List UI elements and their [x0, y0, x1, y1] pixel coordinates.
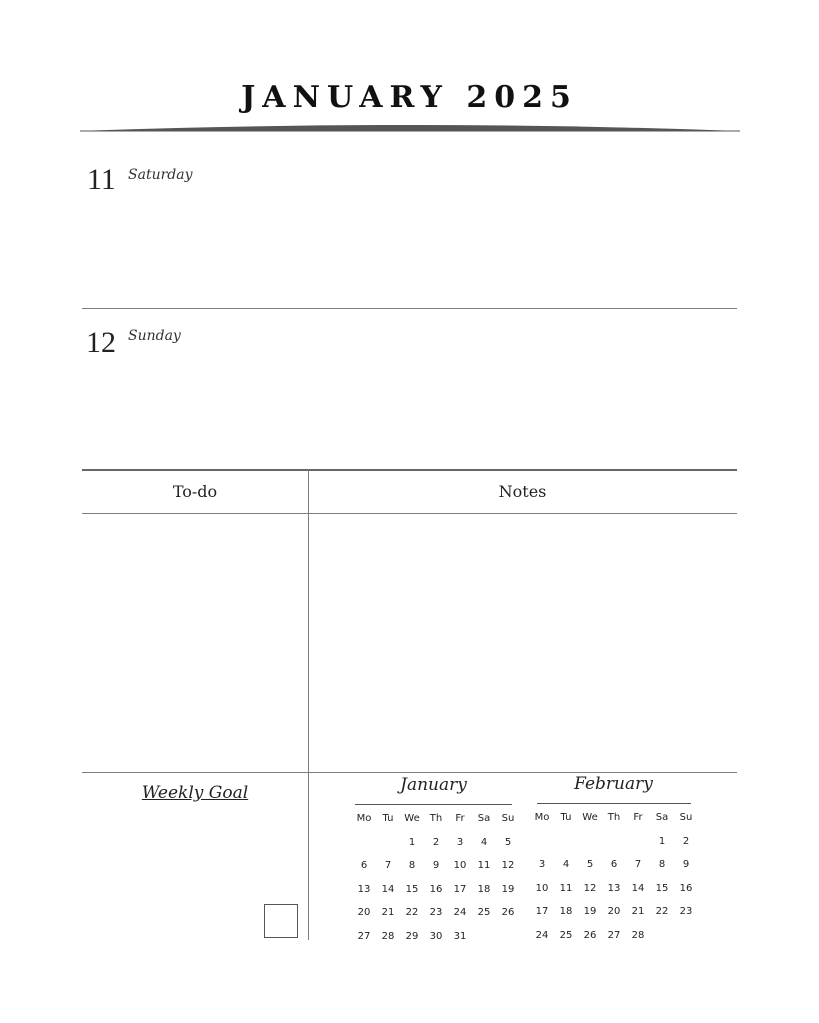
calendar-date: 28 — [631, 929, 645, 941]
calendar-date: 6 — [360, 860, 368, 871]
weekday-label: Tu — [560, 812, 572, 823]
calendar-date: 9 — [432, 860, 440, 871]
calendar-date: 15 — [405, 883, 419, 895]
mini-calendar-rule — [355, 804, 512, 805]
calendar-date: 20 — [357, 907, 371, 918]
calendar-date: 8 — [658, 859, 666, 870]
calendar-date: 22 — [655, 906, 669, 917]
calendar-date: 3 — [538, 859, 546, 870]
calendar-date: 13 — [607, 882, 621, 894]
day-number: 11 — [87, 163, 116, 196]
calendar-date: 20 — [607, 906, 621, 917]
calendar-date: 26 — [583, 929, 597, 941]
mini-calendar-january — [352, 807, 520, 948]
calendar-date: 15 — [655, 882, 669, 894]
weekday-label: Th — [429, 813, 443, 824]
weekly-goal-checkbox[interactable] — [264, 904, 298, 938]
calendar-empty-cell — [352, 831, 376, 855]
calendar-date: 23 — [679, 906, 693, 917]
calendar-date: 24 — [535, 929, 549, 941]
calendar-date: 21 — [381, 907, 395, 918]
weekday-label: Sa — [477, 813, 491, 824]
column-divider — [308, 470, 309, 940]
calendar-date: 10 — [535, 882, 549, 894]
calendar-date: 9 — [682, 859, 690, 870]
calendar-date: 12 — [501, 860, 515, 871]
calendar-date: 21 — [631, 906, 645, 917]
weekday-label: We — [404, 813, 420, 824]
weekly-goal-label: Weekly Goal — [141, 783, 249, 803]
calendar-empty-cell — [376, 831, 400, 855]
calendar-date: 11 — [559, 882, 573, 894]
calendar-date: 14 — [631, 882, 645, 894]
mini-calendar-month: February — [574, 774, 653, 794]
calendar-date: 16 — [429, 883, 443, 895]
calendar-empty-cell — [626, 830, 650, 854]
weekday-label: Mo — [534, 812, 550, 823]
calendar-date: 30 — [429, 930, 443, 942]
calendar-date: 25 — [477, 907, 491, 918]
bottom-divider — [82, 772, 737, 773]
calendar-date: 5 — [504, 836, 512, 848]
calendar-date: 12 — [583, 882, 597, 894]
title-divider — [80, 122, 740, 136]
weekday-label: Fr — [455, 813, 465, 824]
calendar-date: 8 — [408, 860, 416, 871]
calendar-date: 17 — [453, 883, 467, 895]
calendar-date: 4 — [480, 836, 488, 848]
calendar-empty-cell — [650, 924, 674, 948]
calendar-date: 5 — [586, 859, 594, 870]
calendar-empty-cell — [554, 830, 578, 854]
notes-heading: Notes — [498, 482, 547, 501]
calendar-date: 18 — [477, 883, 491, 895]
day-number: 12 — [86, 326, 116, 359]
calendar-date: 19 — [583, 906, 597, 917]
weekday-label: Mo — [356, 813, 372, 824]
day-name: Saturday — [128, 167, 193, 183]
calendar-date: 27 — [357, 930, 371, 942]
calendar-empty-cell — [674, 924, 698, 948]
calendar-date: 1 — [658, 835, 666, 847]
calendar-date: 17 — [535, 906, 549, 917]
calendar-date: 2 — [682, 835, 690, 847]
mini-calendar-month: January — [400, 775, 467, 795]
calendar-empty-cell — [602, 830, 626, 854]
calendar-date: 2 — [432, 836, 440, 848]
header-divider — [82, 513, 737, 514]
mini-calendar-february — [530, 806, 698, 947]
calendar-date: 29 — [405, 930, 419, 942]
weekday-label: Su — [501, 813, 515, 824]
calendar-date: 28 — [381, 930, 395, 942]
calendar-date: 23 — [429, 907, 443, 918]
day-entry-area-saturday[interactable] — [82, 190, 737, 305]
calendar-date: 31 — [453, 930, 467, 942]
weekday-label: We — [582, 812, 598, 823]
todo-area[interactable] — [82, 515, 307, 771]
calendar-date: 11 — [477, 860, 491, 871]
page-title: JANUARY 2025 — [241, 80, 578, 115]
day-divider — [82, 308, 737, 309]
calendar-date: 4 — [562, 859, 570, 870]
calendar-date: 18 — [559, 906, 573, 917]
calendar-date: 22 — [405, 907, 419, 918]
weekday-label: Th — [607, 812, 621, 823]
calendar-empty-cell — [472, 925, 496, 949]
calendar-date: 24 — [453, 907, 467, 918]
calendar-empty-cell — [530, 830, 554, 854]
calendar-date: 14 — [381, 883, 395, 895]
section-divider — [82, 469, 737, 471]
calendar-empty-cell — [578, 830, 602, 854]
calendar-date: 27 — [607, 929, 621, 941]
weekday-label: Fr — [633, 812, 643, 823]
calendar-date: 6 — [610, 859, 618, 870]
calendar-date: 1 — [408, 836, 416, 848]
calendar-date: 16 — [679, 882, 693, 894]
calendar-date: 26 — [501, 907, 515, 918]
calendar-date: 7 — [384, 860, 392, 871]
calendar-date: 25 — [559, 929, 573, 941]
calendar-date: 13 — [357, 883, 371, 895]
weekday-label: Tu — [382, 813, 394, 824]
weekday-label: Su — [679, 812, 693, 823]
calendar-date: 7 — [634, 859, 642, 870]
calendar-empty-cell — [496, 925, 520, 949]
mini-calendar-rule — [537, 803, 691, 804]
calendar-date: 19 — [501, 883, 515, 895]
todo-heading: To-do — [172, 482, 218, 501]
weekday-label: Sa — [655, 812, 669, 823]
day-name: Sunday — [128, 328, 181, 344]
notes-area[interactable] — [310, 515, 737, 771]
calendar-date: 3 — [456, 836, 464, 848]
calendar-date: 10 — [453, 860, 467, 871]
day-entry-area-sunday[interactable] — [82, 352, 737, 464]
